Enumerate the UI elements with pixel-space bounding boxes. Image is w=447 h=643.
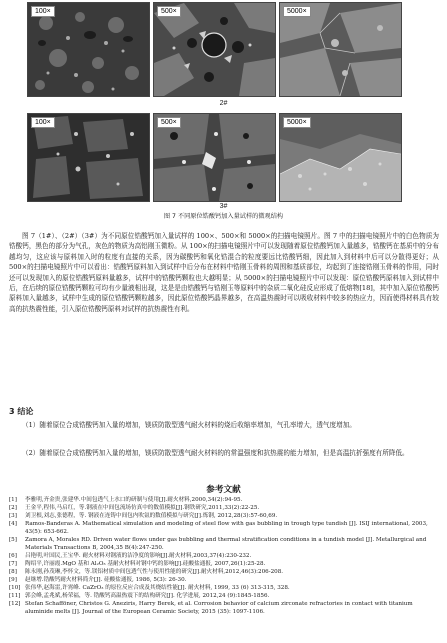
reference-number: [11] xyxy=(9,593,21,599)
reference-list xyxy=(9,496,439,616)
reference-number: [4] xyxy=(9,521,17,527)
reference-text: Ramos-Banderas A. Mathematical simulation and modeling of steel flow with gas bubbling in trough type tundish [J]. ISIJ international, 2003, 43(5): 653-662. xyxy=(25,521,428,535)
reference-item xyxy=(9,520,439,536)
reference-item xyxy=(9,560,439,568)
micrograph-row-2 xyxy=(27,2,402,97)
references-title: 参考文献 xyxy=(206,485,241,495)
sample-label-2: 2# xyxy=(219,100,228,107)
reference-number: [2] xyxy=(9,505,17,511)
results-paragraph: 图 7（1#）、（2#）（3#）为不同原位锆酸钙加入量试样的 100×、500×和 5000×的扫描电镜照片。图 7 中的扫描电镜照片中的白色物质为锆酸钙，黑色的部分为气孔，灰色的物质为高铝刚玉微粉。从 100×的扫描电镜照片中可以发现随着原位锆酸钙加入量越多，锆酸钙在基质中的分布越均匀，这应该与原料加入时的粒度有直接的关系，因为碳酸钙和氧化锆混合的粒度要远比锆酸钙细，因此加入到材料中后可以分散得更好；从 500×的扫描电镜照片中可以看出：锆酸钙原料加入到试样中后分布在材料中锆刚玉骨料的周围和基质部位，均起到了连接锆刚玉骨料的作用，同时还可以发现加入的原位锆酸钙原料量越多，试样中的锆酸钙颗粒也大越明显；从 5000×的扫描电镜照片中可以发现：原位锆酸钙原料加入到试样中后，在后续的原位锆酸钙颗粒可均有少量液相出现，这是是由锆酸钙与锆刚玉等原料中的杂质二氧化硅反应形成了低熔物[18]，其中加入原位锆酸钙原料加入量越多，试样中生成的原位锆酸钙颗粒越多，因此原位锆酸钙晶界越多，在高温热震时可以吸收材料中较多的热应力，因而使得材料具有较高的抗热震性能，引入原位锆酸钙原料对试样的抗热震性有利。 xyxy=(9,232,439,313)
micrograph-3-100x xyxy=(27,113,150,202)
micrograph-3-5000x xyxy=(279,113,402,202)
reference-item xyxy=(9,536,439,552)
magnification-label: 100× xyxy=(31,117,55,128)
reference-item xyxy=(9,576,439,584)
reference-text: Zamora A, Morales RD. Driven water flows under gas bubbling and thermal stratification conditions in a tundish model [J]. Metallurgical and Materials Transactions B, 2004,35 B(4):247-250. xyxy=(25,537,427,551)
magnification-label: 100× xyxy=(31,6,55,17)
sample-label-3: 3# xyxy=(219,203,228,210)
reference-number: [5] xyxy=(9,537,17,543)
micrograph-2-100x xyxy=(27,2,150,97)
micrograph-2-500x xyxy=(153,2,276,97)
reference-number: [6] xyxy=(9,553,17,559)
conclusion-1: （1）随着原位合成锆酸钙加入量的增加，镁质防散型透气耐火材料的烧后收缩率增加，气孔率增大，透气度增加。 xyxy=(22,421,356,429)
figure-caption: 图 7 不同原位锆酸钙加入量试样的微观结构 xyxy=(163,213,284,220)
reference-text: 李雅明,齐金贵,张建华.中间包透气上水口的研制与使用[J].耐火材料,2000,34(2):94-95. xyxy=(25,497,243,503)
reference-item xyxy=(9,592,439,600)
reference-item xyxy=(9,504,439,512)
reference-number: [10] xyxy=(9,585,21,591)
reference-text: 吕艳明,叶国民,王宝华. 耐火材料对钢液的洁净度的影响[J].耐火材料,2003,37(4):230-232. xyxy=(25,553,252,559)
reference-text: 陈永刚,孙茂琳,李怀文，等.镁铝材质中间包透气性与使用性能的研究[J].耐火材料,2012,46(3):206-208. xyxy=(25,569,284,575)
reference-text: Stefan Schafföner, Christos G. Aneziris, Harry Berek, et al. Corrosion behavior of calcium zirconate refractories in contact with titanium aluminide melts [J]. Journal of the European Ceramic Society, 2015 (35): 1097-1106. xyxy=(25,601,413,615)
reference-number: [9] xyxy=(9,577,17,583)
reference-number: [7] xyxy=(9,561,17,567)
reference-number: [3] xyxy=(9,513,17,519)
reference-item xyxy=(9,512,439,520)
reference-number: [8] xyxy=(9,569,17,575)
reference-item xyxy=(9,568,439,576)
reference-item xyxy=(9,584,439,592)
section-title: 3 结论 xyxy=(9,407,34,416)
conclusion-2: （2）随着原位合成锆酸钙加入量的增加，镁质防散型透气耐火材料的的常温强度和抗热震的能力增加，但是高温抗折强度有所降低。 xyxy=(22,449,409,457)
reference-item xyxy=(9,600,439,616)
micrograph-2-5000x xyxy=(279,2,402,97)
magnification-label: 500× xyxy=(157,6,181,17)
reference-text: 王金平,程伟,马启红，等.钢液在中间包流场仿真中的数值模拟[J].钢铁研究,2011,33(2):22-25. xyxy=(25,505,260,511)
micrograph-3-500x xyxy=(153,113,276,202)
micrograph-row-3 xyxy=(27,113,402,202)
reference-text: 刘卫根,刘志,张德程，等. 钢液在连铸中间包内吹氩的数值模拟与研究[J].炼钢, 2012,28(3):57-60,69. xyxy=(25,513,278,519)
magnification-label: 5000× xyxy=(283,117,311,128)
reference-number: [12] xyxy=(9,601,21,607)
reference-item xyxy=(9,552,439,560)
reference-text: 郭会峰,孟兆斌,杨荣福，等. 锆酸钙高温热震下的结构研究[J]. 化学进展, 2012,24 (9):1845-1856. xyxy=(25,593,270,599)
reference-text: 赵继增.锆酸钙耐火材料简介[J]. 硅酸盐通报, 1986, 5(3): 26-30. xyxy=(25,577,187,583)
magnification-label: 5000× xyxy=(283,6,311,17)
reference-number: [1] xyxy=(9,497,17,503)
reference-text: 陶绍平,许丽霞.MgO 基和 Al₂O₃ 基耐火材料对钢中钙的影响[J].硅酸盐通报, 2007,26(1):25-28. xyxy=(25,561,266,567)
reference-text: 张伟华,赵海雷,许霄峰. CaZrO₃ 的原位反应合成及其烧结性能[J]. 耐火材料, 1999, 33 (6) 313-315, 328. xyxy=(25,585,290,591)
magnification-label: 500× xyxy=(157,117,181,128)
reference-item xyxy=(9,496,439,504)
